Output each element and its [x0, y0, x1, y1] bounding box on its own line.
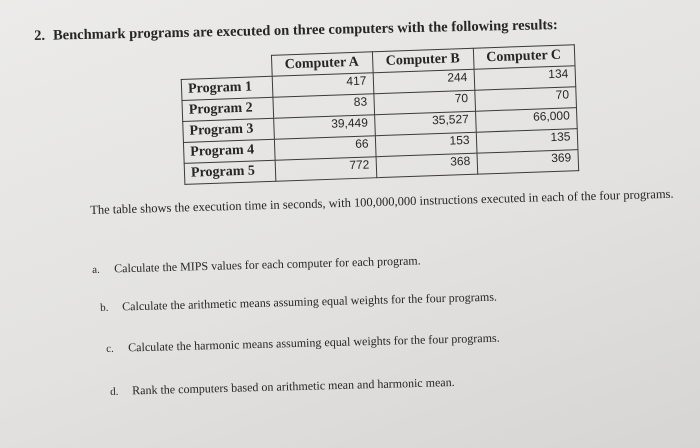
row-label-program-2: Program 2	[182, 97, 273, 121]
row-label-program-4: Program 4	[183, 139, 274, 163]
row-label-program-1: Program 1	[181, 76, 272, 100]
table-cell: 70	[373, 90, 475, 115]
table-cell: 244	[373, 69, 475, 94]
table-cell: 83	[272, 94, 374, 119]
part-letter: c.	[106, 342, 115, 355]
part-d	[110, 375, 455, 399]
table-cell: 66	[274, 136, 376, 161]
table-cell: 134	[474, 66, 576, 91]
row-label-program-3: Program 3	[183, 118, 274, 142]
column-header-computer-a: Computer A	[271, 52, 373, 77]
table-cell: 39,449	[273, 115, 375, 140]
part-c	[106, 331, 500, 356]
part-letter: d.	[110, 385, 119, 398]
part-text: Calculate the harmonic means assuming equal weights for the four programs.	[127, 330, 500, 355]
part-letter: a.	[92, 263, 101, 276]
results-table-container	[180, 44, 579, 185]
part-text: Calculate the arithmetic means assuming equal weights for the four programs.	[121, 289, 498, 314]
row-label-program-5: Program 5	[184, 160, 275, 184]
table-cell: 417	[272, 73, 374, 98]
table-cell: 368	[376, 153, 478, 178]
table-cell: 35,527	[374, 111, 476, 136]
table-cell: 369	[477, 150, 579, 175]
question-text: Benchmark programs are executed on three computers with the following results:	[52, 17, 558, 44]
part-b	[100, 290, 497, 315]
part-letter: b.	[100, 301, 109, 314]
question-heading	[34, 17, 558, 45]
part-text: Rank the computers based on arithmetic mean and harmonic mean.	[131, 374, 455, 398]
question-number: 2.	[34, 27, 46, 44]
results-table	[180, 44, 579, 185]
table-description: The table shows the execution time in seconds, with 100,000,000 instructions executed in each of the four programs.	[90, 186, 674, 217]
part-a	[92, 253, 421, 277]
part-text: Calculate the MIPS values for each computer for each program.	[113, 253, 421, 276]
table-cell: 772	[275, 157, 377, 182]
column-header-computer-c: Computer C	[473, 45, 575, 70]
table-cell: 135	[476, 129, 578, 154]
table-cell: 66,000	[475, 108, 577, 133]
table-cell: 70	[474, 87, 576, 112]
table-cell: 153	[375, 132, 477, 157]
column-header-computer-b: Computer B	[372, 48, 474, 73]
